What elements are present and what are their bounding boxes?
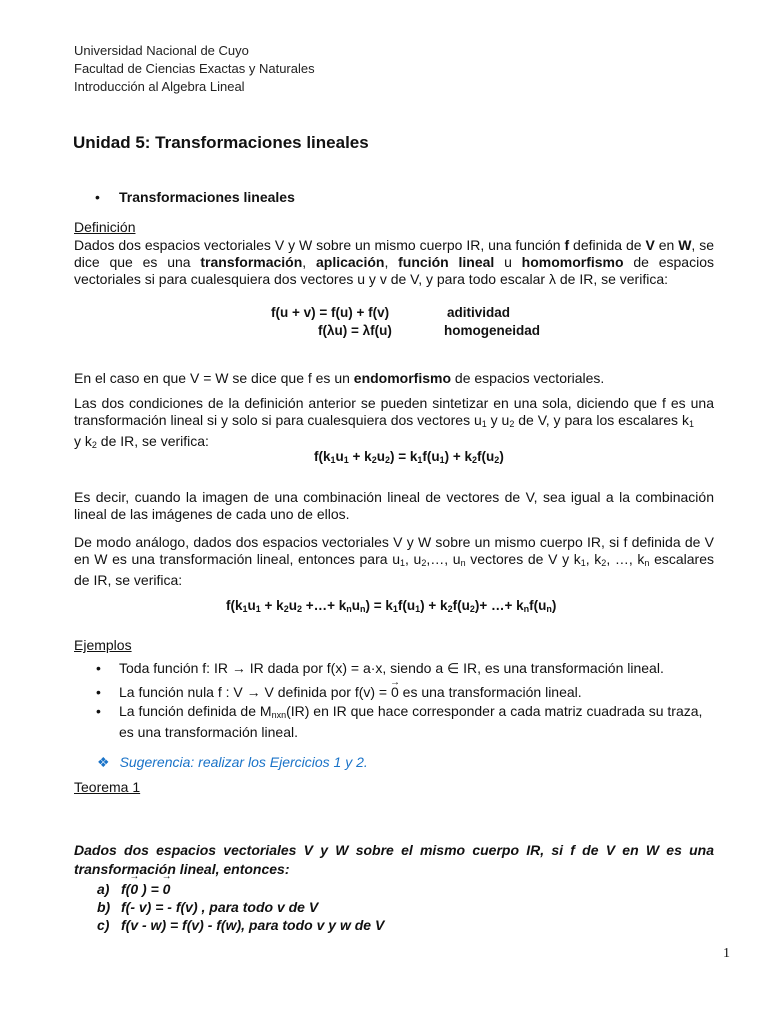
bullet-icon: • [96, 684, 101, 700]
example-item: La función nula f : V → V definida por f(v) = → 0 es una transformación lineal. [119, 684, 713, 701]
general-case-paragraph: De modo análogo, dados dos espacios vectoriales V y W sobre un mismo cuerpo IR, si f definida de V en W es una transformación lineal, entonces para $u_1$, $u_2,\dots$, $u_n$ vectores de V y $k_1$, $k_2$, …, $k_n$ escalares de IR, se verifica: [74, 534, 714, 588]
theorem-item: a) f(→ 0 ) = → 0 [97, 881, 170, 897]
course-name: Introducción al Algebra Lineal [74, 79, 245, 94]
suggestion-note: ❖ Sugerencia: realizar los Ejercicios 1 y 2. [97, 754, 368, 770]
homogeneity-formula: f(λu) = λf(u) [318, 323, 392, 338]
bullet-icon: • [96, 703, 101, 719]
diamond-bullet-icon: ❖ [97, 754, 110, 770]
bullet-icon: • [96, 660, 101, 676]
section-heading: Transformaciones lineales [119, 189, 295, 205]
theorem-statement: Dados dos espacios vectoriales V y W sobre el mismo cuerpo IR, si f de V en W es una transformación lineal, entonces: [74, 842, 714, 877]
additivity-label: aditividad [447, 305, 511, 320]
theorem-item: b) f(- v) = - f(v) , para todo v de V [97, 899, 319, 915]
definition-paragraph: Dados dos espacios vectoriales V y W sobre un mismo cuerpo IR, una función f definida de V en W, se dice que es una transformación, aplicación, función lineal u homomorfismo de espacios vectoriales si para cualesquiera dos vectores u y v de V, y para todo escalar λ de IR, se verifica: [74, 237, 714, 287]
definition-label: Definición [74, 219, 136, 235]
endomorphism-paragraph: En el caso en que V = W se dice que f es un endomorfismo de espacios vectoriales. [74, 370, 605, 386]
faculty-name: Facultad de Ciencias Exactas y Naturales [74, 61, 315, 76]
examples-label: Ejemplos [74, 637, 132, 653]
linear-combination-paragraph: Es decir, cuando la imagen de una combinación lineal de vectores de V, sea igual a la combinación lineal de las imágenes de cada uno de ellos. [74, 489, 714, 522]
theorem-item: c) f(v - w) = f(v) - f(w), para todo v y w de V [97, 917, 385, 933]
two-conditions-paragraph: Las dos condiciones de la definición anterior se pueden sintetizar en una sola, diciendo que f es una transformación lineal si y solo si para cualesquiera dos vectores $u_1$ y $u_2$ de V, y para los escalares $k_1$ y $k_2$ de IR, se verifica: [74, 395, 714, 450]
additivity-formula: f(u + v) = f(u) + f(v) [271, 305, 390, 320]
zero-vector: → 0 [391, 684, 399, 701]
page-title: Unidad 5: Transformaciones lineales [73, 133, 369, 152]
bullet-icon: • [95, 189, 100, 205]
page-number: 1 [723, 946, 730, 961]
example-item: Toda función f: IR → IR dada por f(x) = a·x, siendo a ∈ IR, es una transformación lineal. [119, 660, 664, 676]
homogeneity-label: homogeneidad [444, 323, 541, 338]
university-name: Universidad Nacional de Cuyo [74, 43, 249, 58]
general-formula: $f(k_1u_1 + k_2u_2$ +…+ $k_nu_n) = k_1f(u_1) + k_2f(u_2)+$ …+ $k_nf(u_n)$ [226, 598, 557, 614]
theorem-label: Teorema 1 [74, 779, 141, 795]
combined-formula: $f(k_1u_1 + k_2u_2) = k_1f(u_1) + k_2f(u_2)$ [314, 449, 504, 465]
example-item: La función definida de $M_{nxn}(IR)$ en IR que hace corresponder a cada matriz cuadrada su traza, es una transformación lineal. [119, 703, 703, 740]
